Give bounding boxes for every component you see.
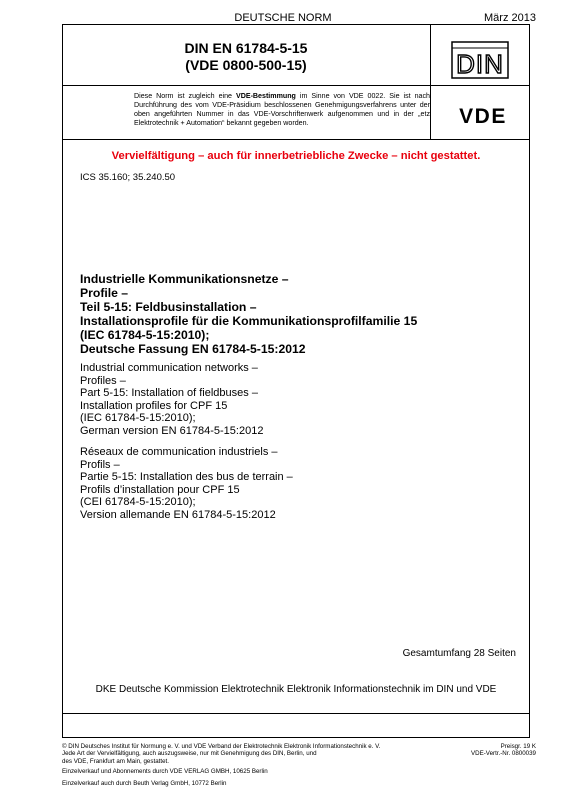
din-logo [450, 40, 510, 80]
title-french: Réseaux de communication industriels – Profils – Partie 5-15: Installation des bus de terrain – Profils d’installation pour CPF 15 (CEI 61784-5-15:2010); Version allemande EN 61784-5-15:2012 [80, 446, 293, 521]
vde-logo [450, 104, 516, 126]
title-english: Industrial communication networks – Profiles – Part 5-15: Installation of fieldbuses – Installation profiles for CPF 15 (IEC 61784-5-15:2010); German version EN 61784-5-15:2012 [80, 362, 264, 437]
total-pages: Gesamtumfang 28 Seiten [402, 648, 516, 659]
vde-number: (VDE 0800-500-15) [185, 57, 307, 73]
divider [63, 713, 529, 714]
svg-text:DIN: DIN [456, 49, 504, 79]
divider [63, 139, 529, 140]
sales-beuth: Einzelverkauf auch durch Beuth Verlag GmbH, 10772 Berlin [62, 780, 227, 787]
title-german: Industrielle Kommunikationsnetze – Profile – Teil 5-15: Feldbusinstallation – Installationsprofile für die Kommunikationsprofilfamilie 15 (IEC 61784-5-15:2010); Deutsche Fassung EN 61784-5-15:2012 [80, 272, 418, 356]
standard-number: DIN EN 61784-5-15 [184, 40, 308, 56]
ics-code: ICS 35.160; 35.240.50 [80, 172, 176, 183]
copyright-notice: © DIN Deutsches Institut für Normung e. V. und VDE Verband der Elektrotechnik Elektronik Informationstechnik e. V. Jede Art der Vervielfältigung, auch auszugsweise, nur mit Genehmigung des DIN, Berlin, und des VDE, Frankfurt am Main, gestattet. [62, 743, 381, 765]
reproduction-notice: Vervielfältigung – auch für innerbetriebliche Zwecke – nicht gestattet. [111, 150, 481, 162]
divider [430, 25, 431, 139]
dke-line: DKE Deutsche Kommission Elektrotechnik Elektronik Informationstechnik im DIN und VDE [95, 684, 497, 695]
svg-text:VDE: VDE [459, 105, 507, 126]
price-info: Preisgr. 19 K VDE-Vertr.-Nr. 0800039 [471, 743, 536, 758]
divider [63, 85, 529, 86]
vde-notice: Diese Norm ist zugleich eine VDE-Bestimmung im Sinne von VDE 0022. Sie ist nach Durchführung des vom VDE-Präsidium beschlossenen Genehmigungsverfahrens unter der oben angeführten Nummer in das VDE-Vorschriftenwerk aufgenommen und in der „etz Elektrotechnik + Automation“ bekannt gegeben worden. [134, 92, 430, 127]
header-standard-type: DEUTSCHE NORM [234, 12, 332, 24]
header-date: März 2013 [484, 12, 536, 24]
sales-vde: Einzelverkauf und Abonnements durch VDE VERLAG GMBH, 10625 Berlin [62, 768, 268, 775]
